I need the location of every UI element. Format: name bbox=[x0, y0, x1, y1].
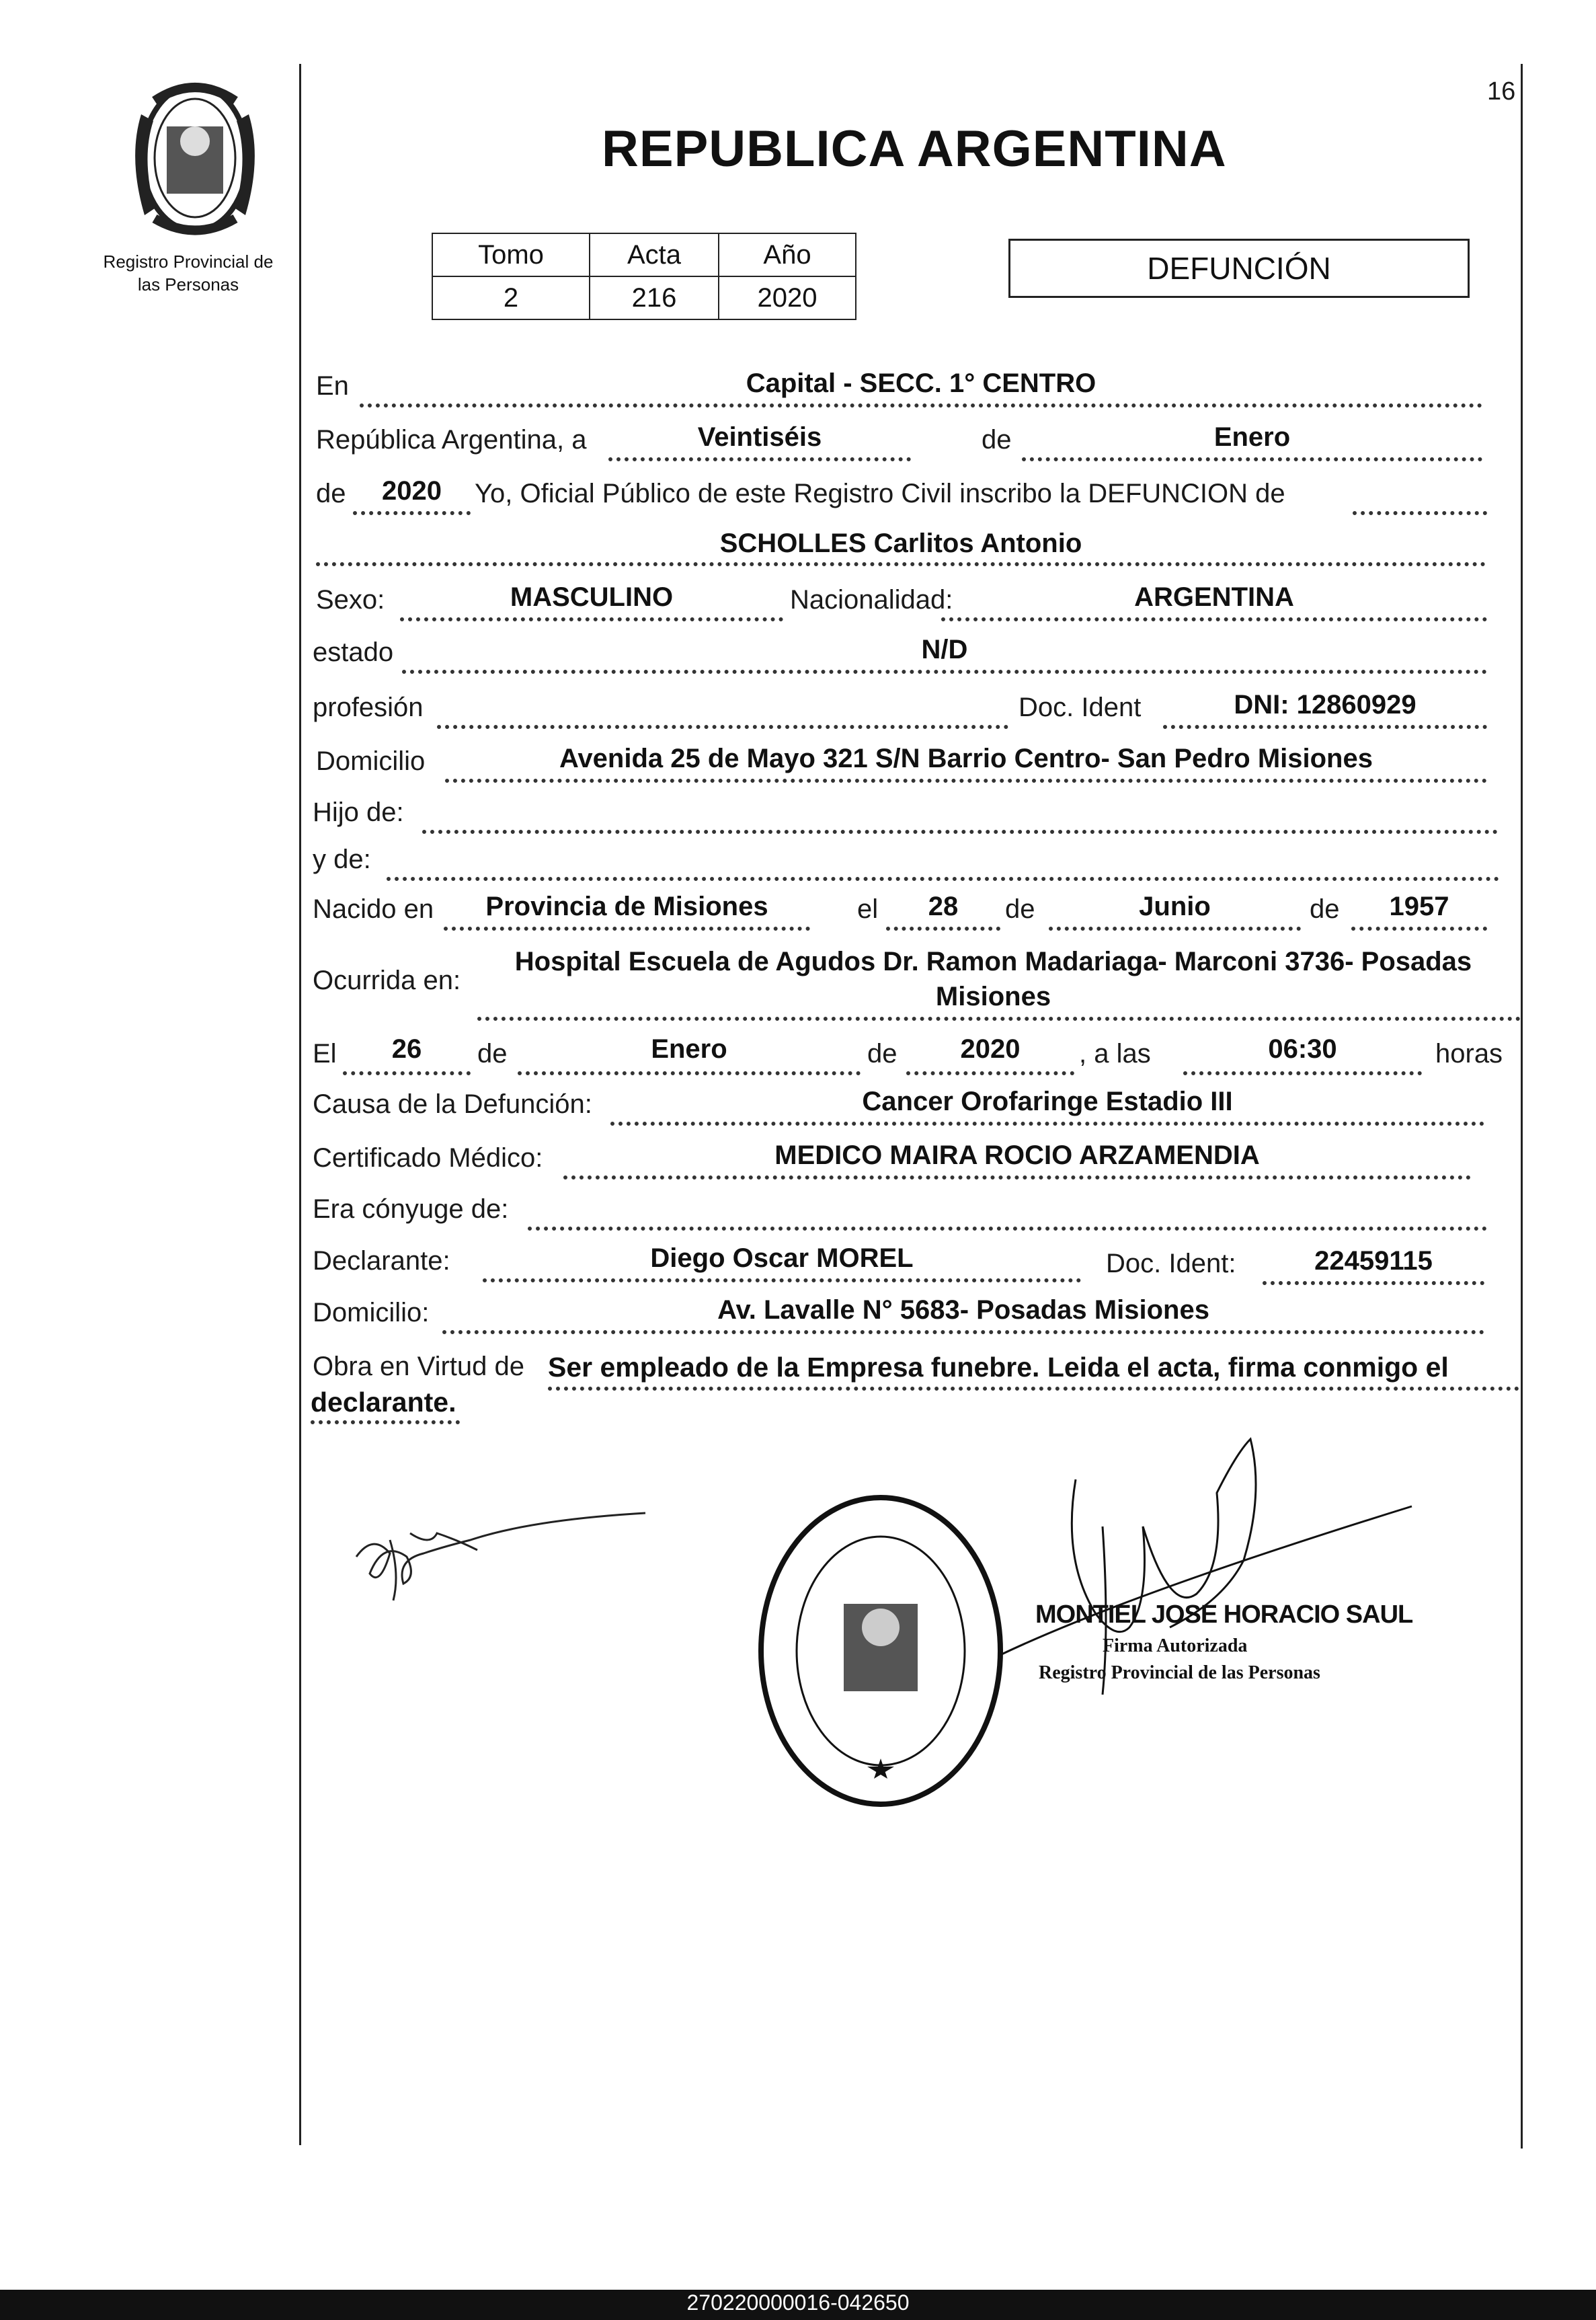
day-words-value: Veintiséis bbox=[697, 422, 822, 452]
nacido-label: Nacido en bbox=[313, 894, 434, 924]
registry-name-line2: las Personas bbox=[137, 274, 239, 295]
right-margin-line bbox=[1521, 64, 1523, 2149]
death-year-value: 2020 bbox=[960, 1034, 1021, 1064]
domicilio2-label: Domicilio: bbox=[313, 1298, 430, 1327]
conyuge-dots bbox=[528, 1227, 1487, 1231]
doc2-dots bbox=[1263, 1281, 1484, 1285]
yde-label: y de: bbox=[313, 845, 371, 874]
profesion-dots bbox=[437, 725, 1008, 729]
obra-label: Obra en Virtud de bbox=[313, 1352, 525, 1381]
certificado-dots bbox=[563, 1175, 1471, 1180]
de6-label: de bbox=[867, 1039, 897, 1069]
sexo-dots bbox=[400, 617, 783, 621]
causa-label: Causa de la Defunción: bbox=[313, 1089, 592, 1119]
estado-dots bbox=[402, 670, 1487, 674]
birth-day-dots bbox=[886, 927, 1000, 931]
year-value: 2020 bbox=[382, 476, 442, 506]
yde-dots bbox=[387, 877, 1499, 881]
causa-value: Cancer Orofaringe Estadio III bbox=[862, 1087, 1233, 1116]
month-value: Enero bbox=[1213, 422, 1291, 452]
page-title: REPUBLICA ARGENTINA bbox=[602, 120, 1227, 178]
horas-label: horas bbox=[1435, 1039, 1503, 1069]
yo-dots bbox=[1353, 511, 1487, 515]
official-stamp bbox=[753, 1490, 1008, 1812]
province-coat-of-arms-logo bbox=[114, 74, 276, 242]
doc2-label: Doc. Ident: bbox=[1106, 1249, 1236, 1278]
estado-value: N/D bbox=[921, 635, 968, 664]
obra-dots-line1 bbox=[548, 1387, 1519, 1391]
nacionalidad-label: Nacionalidad: bbox=[790, 585, 953, 615]
month-dots bbox=[1022, 457, 1482, 461]
republica-label: República Argentina, a bbox=[316, 425, 587, 455]
obra-value-line1: Ser empleado de la Empresa funebre. Leida el acta, firma conmigo el bbox=[548, 1352, 1449, 1383]
record-header-anio: Año bbox=[719, 233, 856, 276]
birth-month-dots bbox=[1049, 927, 1301, 931]
ocurrida-value-line1: Hospital Escuela de Agudos Dr. Ramon Madariaga- Marconi 3736- Posadas bbox=[514, 947, 1472, 976]
hijo-label: Hijo de: bbox=[313, 798, 404, 827]
page-number: 16 bbox=[1487, 77, 1516, 106]
domicilio-label: Domicilio bbox=[316, 746, 426, 776]
nacido-value: Provincia de Misiones bbox=[485, 892, 768, 921]
nacionalidad-dots bbox=[941, 617, 1487, 621]
official-name: MONTIEL JOSE HORACIO SAUL bbox=[1035, 1600, 1413, 1629]
place-value: Capital - SECC. 1° CENTRO bbox=[746, 369, 1096, 398]
ocurrida-label: Ocurrida en: bbox=[313, 966, 461, 995]
doc-value: DNI: 12860929 bbox=[1234, 690, 1417, 720]
record-table bbox=[432, 233, 856, 320]
domicilio-dots bbox=[445, 779, 1487, 783]
place-dots bbox=[360, 403, 1482, 408]
birth-year-value: 1957 bbox=[1389, 892, 1449, 921]
doc-label: Doc. Ident bbox=[1019, 693, 1142, 722]
de1-label: de bbox=[982, 425, 1012, 455]
death-day-value: 26 bbox=[391, 1034, 422, 1064]
death-time-dots bbox=[1183, 1071, 1422, 1075]
causa-dots bbox=[610, 1122, 1484, 1126]
domicilio2-value: Av. Lavalle N° 5683- Posadas Misiones bbox=[717, 1295, 1209, 1325]
birth-day-value: 28 bbox=[928, 892, 959, 921]
sexo-value: MASCULINO bbox=[510, 582, 674, 612]
domicilio-value: Avenida 25 de Mayo 321 S/N Barrio Centro- San Pedro Misiones bbox=[559, 744, 1373, 773]
estado-label: estado bbox=[313, 637, 394, 667]
record-header-tomo: Tomo bbox=[432, 233, 590, 276]
registry-name-line1: Registro Provincial de bbox=[103, 252, 274, 272]
hijo-dots bbox=[422, 830, 1498, 834]
doc2-value: 22459115 bbox=[1314, 1246, 1433, 1276]
death-month-dots bbox=[518, 1071, 861, 1075]
certificado-value: MEDICO MAIRA ROCIO ARZAMENDIA bbox=[774, 1140, 1260, 1170]
de5-label: de bbox=[477, 1039, 508, 1069]
conyuge-label: Era cónyuge de: bbox=[313, 1194, 509, 1224]
record-type-box: DEFUNCIÓN bbox=[1008, 239, 1470, 298]
el2-label: El bbox=[313, 1039, 337, 1069]
footer-code: 270220000016-042650 bbox=[686, 2290, 910, 2315]
de3-label: de bbox=[1005, 894, 1035, 924]
death-day-dots bbox=[343, 1071, 471, 1075]
deceased-name-dots bbox=[316, 562, 1486, 566]
domicilio2-dots bbox=[442, 1330, 1484, 1334]
declarante-dots bbox=[483, 1278, 1081, 1282]
official-title: Firma Autorizada bbox=[1103, 1635, 1248, 1656]
profesion-label: profesión bbox=[313, 693, 424, 722]
record-value-tomo: 2 bbox=[432, 276, 590, 319]
death-time-value: 06:30 bbox=[1268, 1034, 1337, 1064]
certificado-label: Certificado Médico: bbox=[313, 1143, 543, 1173]
record-value-acta: 216 bbox=[590, 276, 719, 319]
death-month-value: Enero bbox=[651, 1034, 727, 1064]
de4-label: de bbox=[1310, 894, 1340, 924]
day-words-dots bbox=[608, 457, 911, 461]
registry-name bbox=[74, 250, 303, 296]
death-year-dots bbox=[906, 1071, 1074, 1075]
doc-dots bbox=[1163, 725, 1487, 729]
alas-label: , a las bbox=[1079, 1039, 1151, 1069]
nacido-dots bbox=[444, 927, 810, 931]
year-dots bbox=[353, 511, 471, 515]
nacionalidad-value: ARGENTINA bbox=[1134, 582, 1294, 612]
declarant-signature bbox=[343, 1493, 652, 1607]
birth-month-value: Junio bbox=[1139, 892, 1211, 921]
obra-value-line2: declarante. bbox=[311, 1387, 456, 1418]
yo-text: Yo, Oficial Público de este Registro Civil inscribo la DEFUNCION de bbox=[475, 479, 1285, 508]
left-margin-line bbox=[299, 64, 301, 2145]
birth-year-dots bbox=[1351, 927, 1487, 931]
record-value-anio: 2020 bbox=[719, 276, 856, 319]
official-org: Registro Provincial de las Personas bbox=[1039, 1662, 1320, 1683]
ocurrida-dots bbox=[477, 1017, 1521, 1021]
el-label: el bbox=[857, 894, 879, 924]
record-header-acta: Acta bbox=[590, 233, 719, 276]
en-label: En bbox=[316, 371, 349, 401]
declarante-value: Diego Oscar MOREL bbox=[650, 1243, 914, 1273]
deceased-name-value: SCHOLLES Carlitos Antonio bbox=[719, 529, 1082, 558]
ocurrida-value-line2: Misiones bbox=[935, 982, 1051, 1011]
obra-dots-line2 bbox=[311, 1420, 460, 1424]
de2-label: de bbox=[316, 479, 346, 508]
sexo-label: Sexo: bbox=[316, 585, 385, 615]
declarante-label: Declarante: bbox=[313, 1246, 450, 1276]
